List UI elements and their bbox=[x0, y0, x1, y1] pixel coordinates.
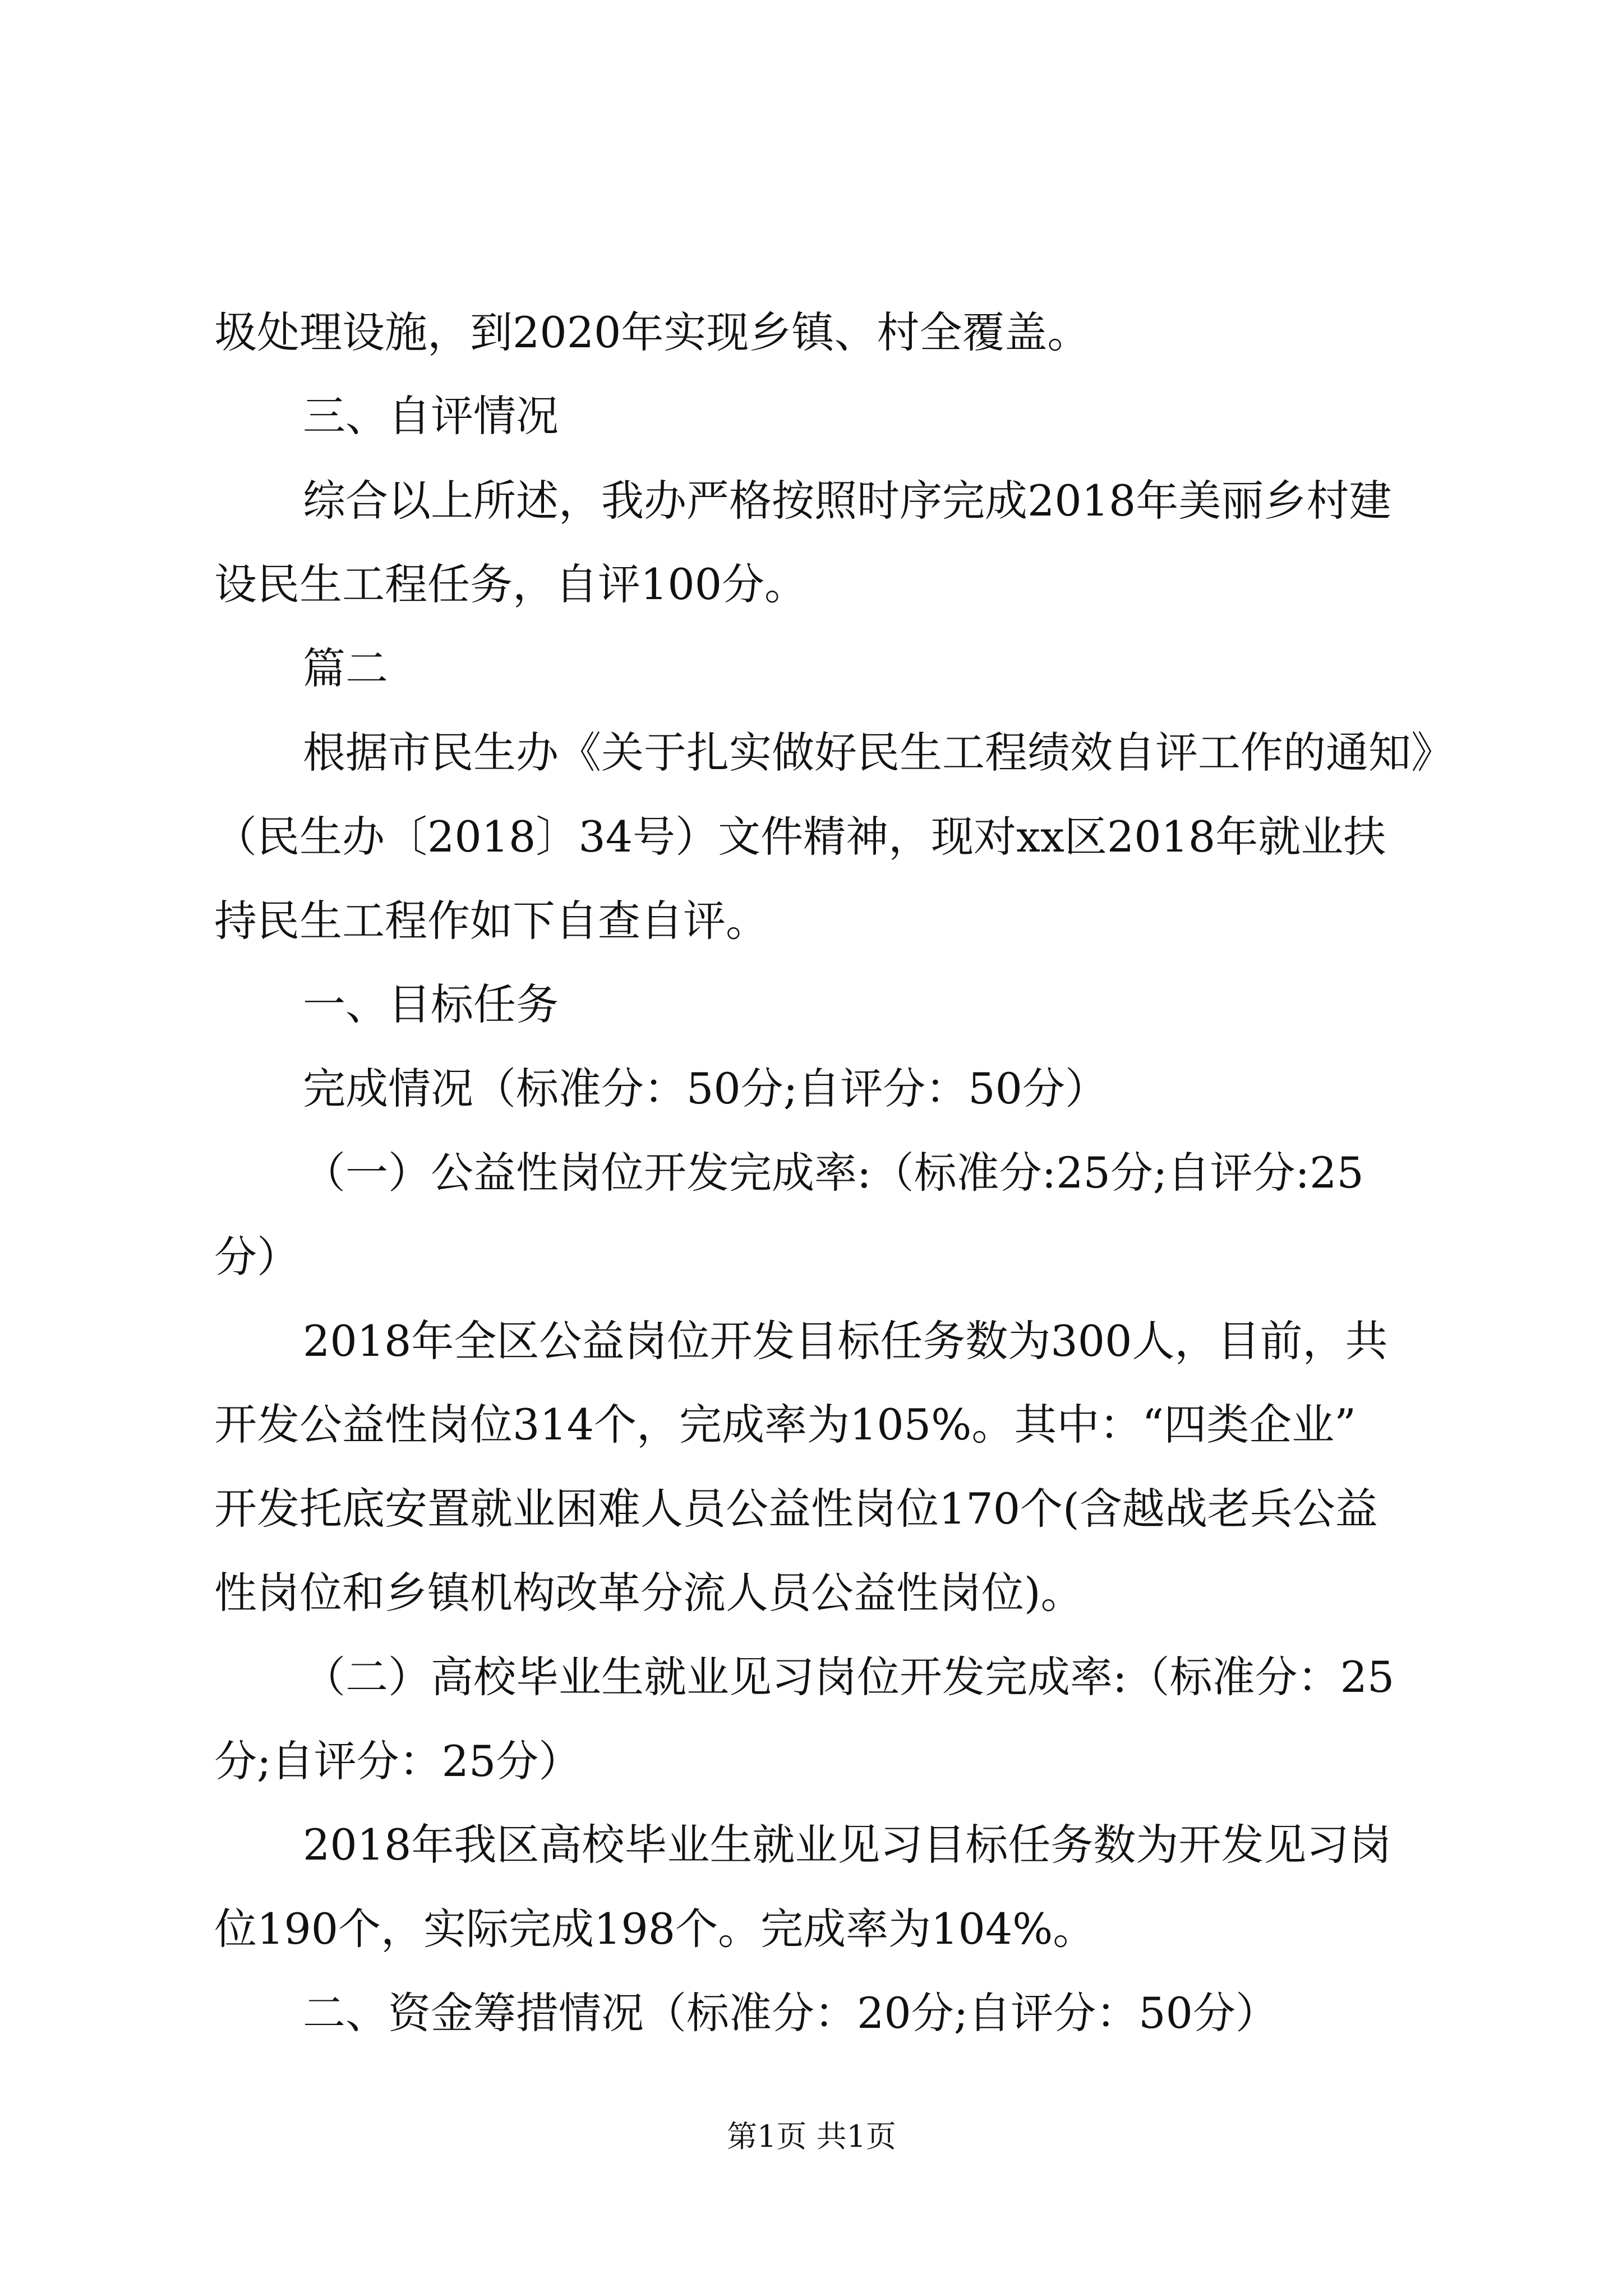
section-heading: 篇二 bbox=[303, 643, 388, 693]
text-line: 完成情况（标准分：50分;自评分：50分） bbox=[303, 1064, 1108, 1114]
page-footer: 第1页 共1页 bbox=[727, 2119, 896, 2154]
text-line: 持民生工程作如下自查自评。 bbox=[214, 896, 768, 946]
text-line: 根据市民生办《关于扎实做好民生工程绩效自评工作的通知》 bbox=[303, 728, 1454, 777]
text-line: 分） bbox=[214, 1232, 299, 1282]
text-line: 开发公益性岗位314个，完成率为105%。其中：“四类企业” bbox=[214, 1400, 1357, 1450]
text-line: 2018年全区公益岗位开发目标任务数为300人，目前，共 bbox=[303, 1316, 1388, 1366]
text-line: （二）高校毕业生就业见习岗位开发完成率:（标准分：25 bbox=[303, 1652, 1395, 1702]
section-heading: 二、资金筹措情况（标准分：20分;自评分：50分） bbox=[303, 1988, 1279, 2038]
text-line: 综合以上所述，我办严格按照时序完成2018年美丽乡村建 bbox=[303, 476, 1392, 526]
section-heading: 一、目标任务 bbox=[303, 979, 559, 1029]
text-line: 圾处理设施，到2020年实现乡镇、村全覆盖。 bbox=[214, 307, 1090, 357]
text-line: 开发托底安置就业困难人员公益性岗位170个(含越战老兵公益 bbox=[214, 1484, 1378, 1534]
text-line: 分;自评分：25分） bbox=[214, 1736, 582, 1786]
text-line: （一）公益性岗位开发完成率:（标准分:25分;自评分:25 bbox=[303, 1148, 1364, 1198]
section-heading: 三、自评情况 bbox=[303, 391, 559, 441]
text-line: （民生办〔2018〕34号）文件精神，现对xx区2018年就业扶 bbox=[214, 812, 1386, 862]
text-line: 性岗位和乡镇机构改革分流人员公益性岗位)。 bbox=[214, 1568, 1083, 1618]
text-line: 2018年我区高校毕业生就业见习目标任务数为开发见习岗 bbox=[303, 1820, 1392, 1870]
text-line: 设民生工程任务，自评100分。 bbox=[214, 559, 808, 609]
text-line: 位190个，实际完成198个。完成率为104%。 bbox=[214, 1904, 1096, 1954]
